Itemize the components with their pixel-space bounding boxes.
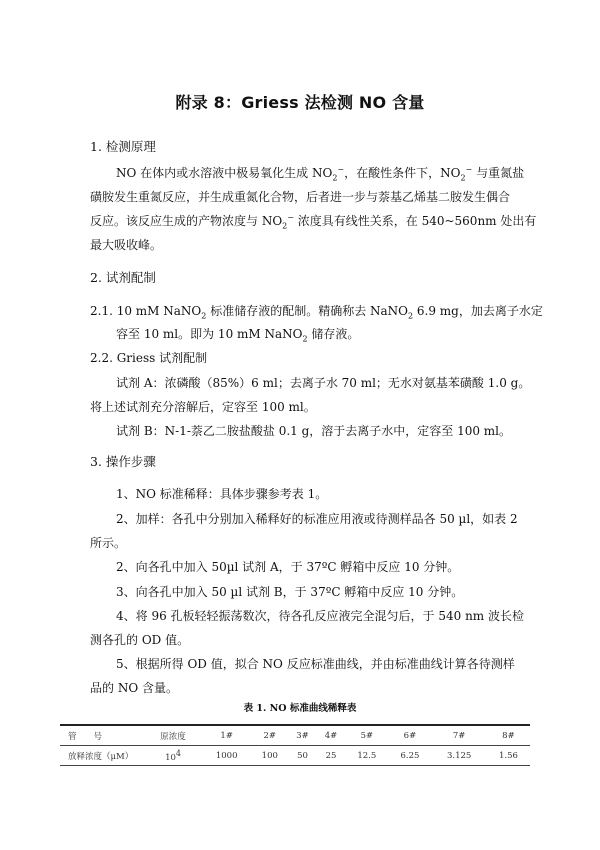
step-2-line-2: 所示。 [90, 536, 127, 550]
cell-2: 100 [251, 746, 288, 766]
reagent-a-line-2: 将上述试剂充分溶解后，定容至 100 ml。 [90, 400, 316, 414]
header-8: 8# [487, 725, 530, 746]
step-5-line-1: 4、将 96 孔板轻轻振荡数次，待各孔反应液完全混匀后，于 540 nm 波长检 [116, 609, 524, 623]
header-6: 6# [388, 725, 431, 746]
stock-solution-line-1: 2.1. 10 mM NaNO$_2$ 标准储存液的配制。精确称去 NaNO$_2$ 6.9 mg，加去离子水定 [90, 304, 543, 321]
header-tube-number: 管 号 [60, 725, 144, 746]
principle-line-4: 最大吸收峰。 [90, 238, 163, 252]
cell-8: 1.56 [487, 746, 530, 766]
cell-7: 3.125 [431, 746, 486, 766]
header-7: 7# [431, 725, 486, 746]
step-6-line-1: 5、根据所得 OD 值，拟合 NO 反应标准曲线，并由标准曲线计算各待测样 [116, 657, 515, 671]
reagent-b-line: 试剂 B：N-1-萘乙二胺盐酸盐 0.1 g，溶于去离子水中，定容至 100 ml。 [116, 424, 512, 438]
principle-line-1: NO 在体内或水溶液中极易氧化生成 $NO_2^-$，在酸性条件下，$NO_2^-$ 与重氮盐 [116, 165, 525, 183]
section-2-heading: 2. 试剂配制 [90, 270, 156, 285]
principle-line-3: 反应。该反应生成的产物浓度与 $NO_2^-$ 浓度具有线性关系，在 540~560nm 处出有 [90, 213, 537, 231]
step-3: 2、向各孔中加入 50µl 试剂 A，于 37ºC 孵箱中反应 10 分钟。 [116, 560, 460, 574]
header-4: 4# [317, 725, 346, 746]
cell-1: 1000 [202, 746, 251, 766]
section-1-heading: 1. 检测原理 [90, 139, 156, 154]
principle-line-2: 磺胺发生重氮反应，并生成重氮化合物，后者进一步与萘基乙烯基二胺发生偶合 [90, 190, 511, 204]
table-row [60, 746, 530, 766]
header-2: 2# [251, 725, 288, 746]
stock-solution-line-2: 容至 10 ml。即为 10 mM NaNO$_2$ 储存液。 [116, 327, 360, 344]
header-1: 1# [202, 725, 251, 746]
table-caption: 表 1. NO 标准曲线稀释表 [243, 703, 357, 714]
cell-original: $10^4$ [144, 746, 202, 766]
cell-3: 50 [288, 746, 317, 766]
cell-4: 25 [317, 746, 346, 766]
step-1: 1、NO 标准稀释：具体步骤参考表 1。 [116, 487, 328, 501]
cell-5: 12.5 [345, 746, 388, 766]
table-header-row [60, 725, 530, 746]
step-4: 3、向各孔中加入 50 µl 试剂 B，于 37ºC 孵箱中反应 10 分钟。 [116, 585, 464, 599]
step-6-line-2: 品的 NO 含量。 [90, 681, 178, 695]
dilution-table [60, 724, 530, 766]
griess-reagent-heading: 2.2. Griess 试剂配制 [90, 351, 208, 365]
section-3-heading: 3. 操作步骤 [90, 454, 156, 469]
row-label: 放释浓度（μM） [60, 746, 144, 766]
header-3: 3# [288, 725, 317, 746]
reagent-a-line-1: 试剂 A：浓磷酸（85%）6 ml；去离子水 70 ml；无水对氨基苯磺酸 1.0 g。 [116, 376, 531, 390]
step-2-line-1: 2、加样：各孔中分别加入稀释好的标准应用液或待测样品各 50 µl，如表 2 [116, 512, 518, 526]
header-5: 5# [345, 725, 388, 746]
header-original: 原浓度 [144, 725, 202, 746]
page-title: 附录 8：Griess 法检测 NO 含量 [175, 93, 425, 112]
cell-6: 6.25 [388, 746, 431, 766]
step-5-line-2: 测各孔的 OD 值。 [90, 633, 190, 647]
